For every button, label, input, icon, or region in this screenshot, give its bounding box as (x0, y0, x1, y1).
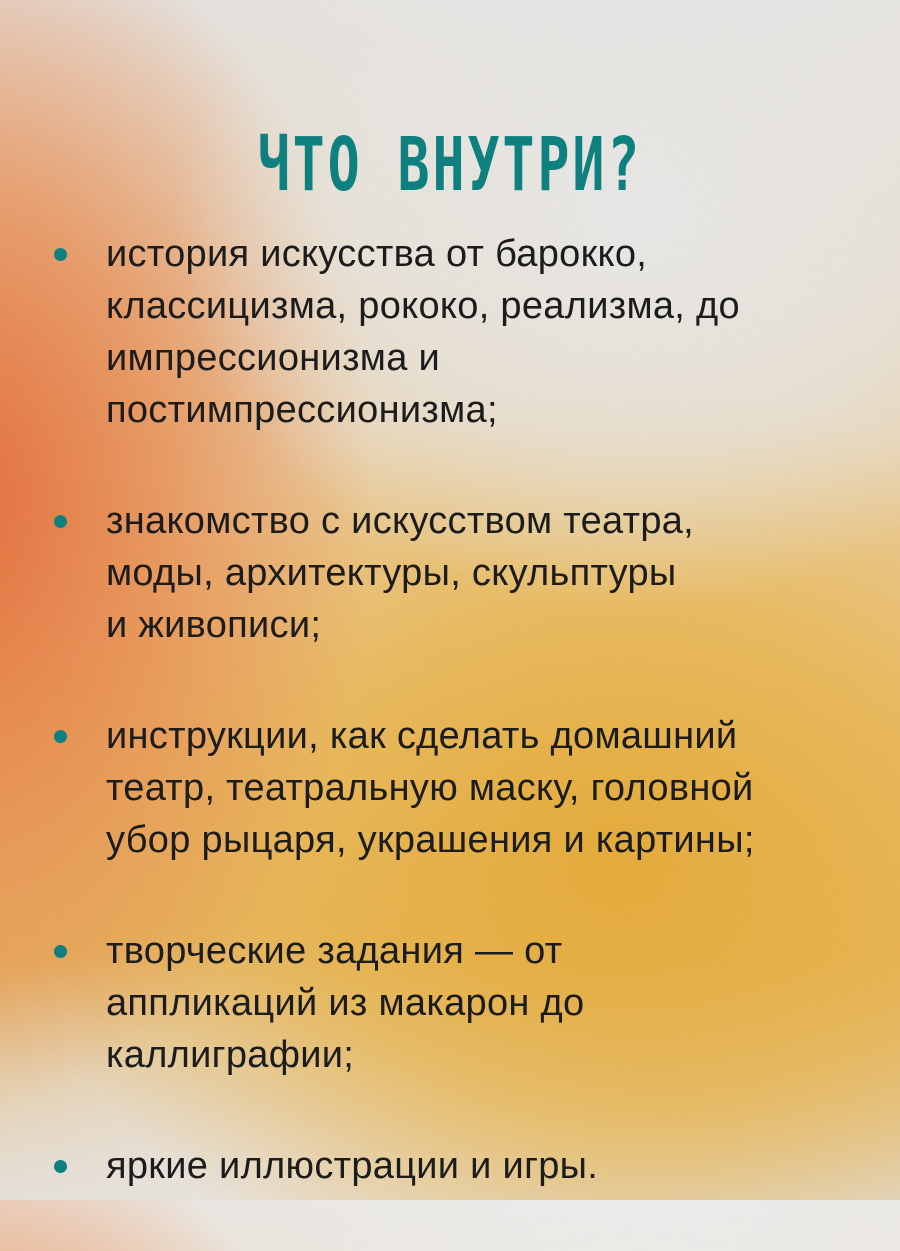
bullet-dot-icon (54, 515, 67, 528)
bullet-dot-icon (54, 248, 67, 261)
item-line: знакомство с искусством театра, (106, 500, 695, 542)
list-item (0, 495, 900, 651)
list-item (0, 1140, 900, 1192)
item-line: каллиграфии; (106, 1034, 355, 1076)
page-title: ЧТО ВНУТРИ? (257, 121, 643, 208)
item-line: аппликаций из макарон до (106, 982, 585, 1024)
list-item (0, 228, 900, 436)
list-item (0, 710, 900, 866)
item-line: и живописи; (106, 604, 322, 646)
item-line: убор рыцаря, украшения и картины; (106, 819, 755, 861)
list-item (0, 925, 900, 1081)
contents-list (0, 228, 900, 1251)
item-line: инструкции, как сделать домашний (106, 715, 738, 757)
item-line: моды, архитектуры, скульптуры (106, 552, 677, 594)
item-line: яркие иллюстрации и игры. (106, 1145, 599, 1187)
item-line: театр, театральную маску, головной (106, 767, 754, 809)
bullet-dot-icon (54, 945, 67, 958)
item-line: классицизма, рококо, реализма, до (106, 285, 740, 327)
item-line: постимпрессионизма; (106, 389, 498, 431)
bullet-dot-icon (54, 1160, 67, 1173)
item-line: импрессионизма и (106, 337, 441, 379)
bullet-dot-icon (54, 730, 67, 743)
item-line: история искусства от барокко, (106, 233, 648, 275)
item-line: творческие задания — от (106, 930, 563, 972)
